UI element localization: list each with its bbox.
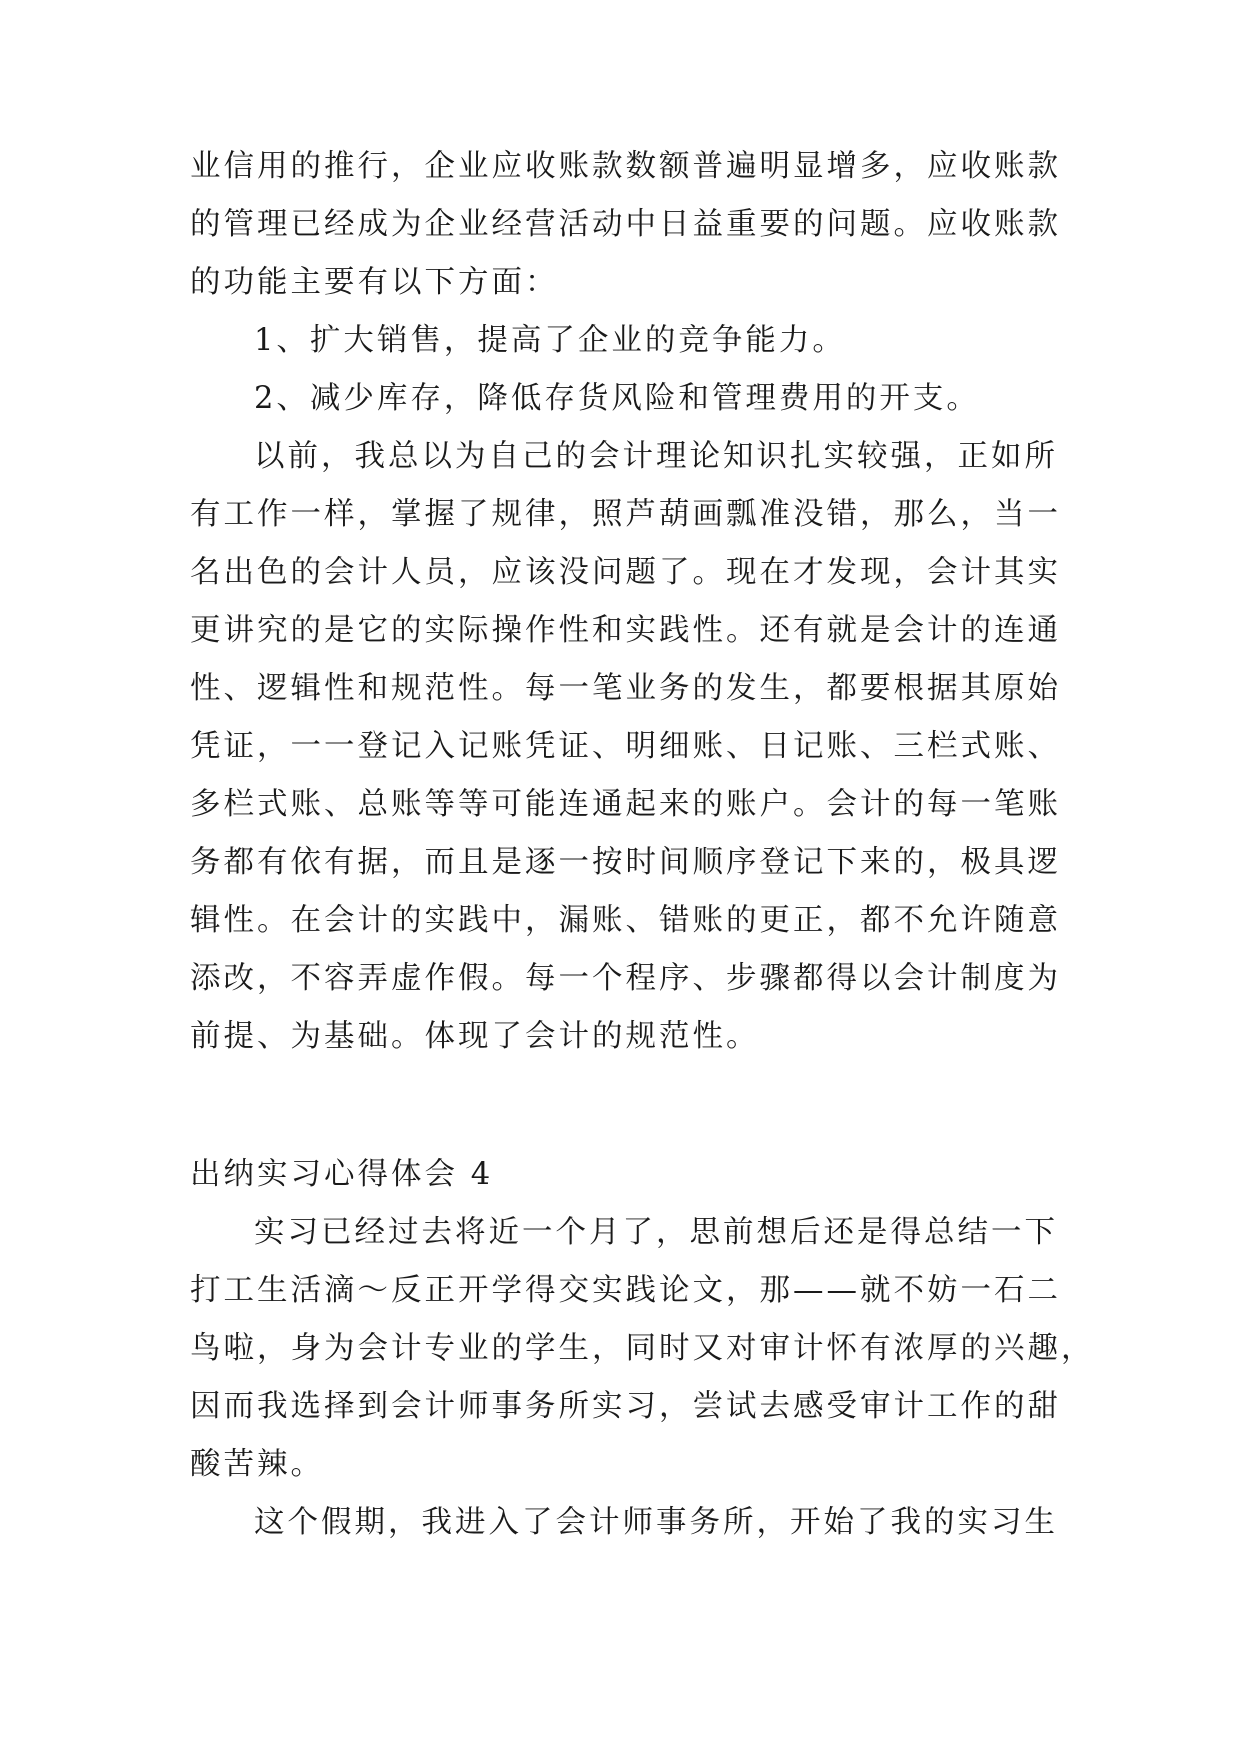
text-line: 的功能主要有以下方面： (190, 265, 559, 300)
text-line: 辑性。在会计的实践中，漏账、错账的更正，都不允许随意 (190, 903, 1061, 938)
text-line: 因而我选择到会计师事务所实习，尝试去感受审计工作的甜 (190, 1389, 1061, 1424)
paragraph-start-line: 以前，我总以为自己的会计理论知识扎实较强，正如所 (254, 439, 1058, 474)
list-item: 2、减少库存，降低存货风险和管理费用的开支。 (254, 381, 980, 416)
text-line: 的管理已经成为企业经营活动中日益重要的问题。应收账款 (190, 207, 1061, 242)
text-line: 多栏式账、总账等等可能连通起来的账户。会计的每一笔账 (190, 787, 1061, 822)
text-line: 名出色的会计人员，应该没问题了。现在才发现，会计其实 (190, 555, 1061, 590)
paragraph-start-line: 这个假期，我进入了会计师事务所，开始了我的实习生 (254, 1505, 1058, 1540)
text-line: 鸟啦，身为会计专业的学生，同时又对审计怀有浓厚的兴趣， (190, 1331, 1095, 1366)
text-line: 前提、为基础。体现了会计的规范性。 (190, 1019, 760, 1054)
text-line: 酸苦辣。 (190, 1447, 324, 1482)
text-line: 添改，不容弄虚作假。每一个程序、步骤都得以会计制度为 (190, 961, 1061, 996)
section-heading: 出纳实习心得体会 4 (190, 1157, 494, 1192)
text-line: 有工作一样，掌握了规律，照芦葫画瓢准没错，那么，当一 (190, 497, 1061, 532)
text-line: 打工生活滴～反正开学得交实践论文，那——就不妨一石二 (190, 1273, 1061, 1308)
section-1-body (190, 138, 1061, 1066)
section-2-body (190, 1204, 1095, 1552)
list-item: 1、扩大销售，提高了企业的竞争能力。 (254, 323, 846, 358)
text-line: 性、逻辑性和规范性。每一笔业务的发生，都要根据其原始 (190, 671, 1061, 706)
text-line: 务都有依有据，而且是逐一按时间顺序登记下来的，极具逻 (190, 845, 1061, 880)
text-line: 业信用的推行，企业应收账款数额普遍明显增多，应收账款 (190, 149, 1061, 184)
paragraph-start-line: 实习已经过去将近一个月了，思前想后还是得总结一下 (254, 1215, 1058, 1250)
text-line: 更讲究的是它的实际操作性和实践性。还有就是会计的连通 (190, 613, 1061, 648)
text-line: 凭证，一一登记入记账凭证、明细账、日记账、三栏式账、 (190, 729, 1061, 764)
